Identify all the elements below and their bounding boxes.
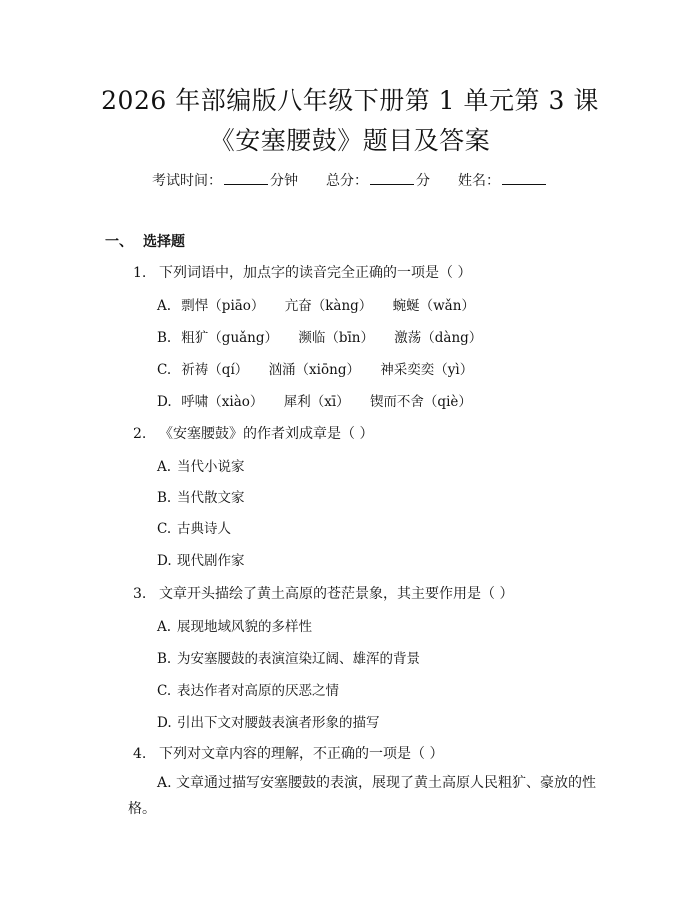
- option-key: A.: [157, 619, 172, 635]
- question-1-option-a: [157, 294, 491, 314]
- option-key: B.: [157, 490, 172, 506]
- question-2-option-a: [157, 455, 245, 475]
- question-number: 1.: [133, 265, 147, 281]
- question-1: [133, 262, 471, 282]
- question-3: [133, 583, 513, 603]
- option-word: 神采奕奕（yì）: [380, 362, 474, 378]
- option-key: D.: [157, 394, 172, 410]
- question-number: 3.: [133, 586, 147, 602]
- option-key: D.: [157, 553, 172, 569]
- option-key: B.: [157, 651, 172, 667]
- option-key: D.: [157, 715, 172, 731]
- option-text: 引出下文对腰鼓表演者形象的描写: [177, 715, 380, 731]
- option-word: 汹涌（xiōng）: [268, 362, 360, 378]
- option-text: 当代散文家: [177, 490, 245, 506]
- page-title-line1: 2026 年部编版八年级下册第 1 单元第 3 课: [101, 86, 599, 115]
- question-2-option-c: [157, 517, 231, 537]
- option-text: 现代剧作家: [177, 553, 245, 569]
- option-word: 亢奋（kàng）: [284, 298, 373, 314]
- time-blank: [224, 172, 268, 185]
- question-3-option-a: [157, 615, 312, 635]
- option-text: 展现地域风貌的多样性: [177, 619, 312, 635]
- question-number: 2.: [133, 426, 147, 442]
- question-4-option-a: [128, 770, 598, 822]
- option-word: 剽悍（piāo）: [181, 298, 265, 314]
- option-word: 呼啸（xiào）: [181, 394, 264, 410]
- score-blank: [370, 172, 414, 185]
- name-blank: [502, 172, 546, 185]
- section-number: 一、: [105, 234, 133, 250]
- question-text: 下列词语中，加点字的读音完全正确的一项是（ ）: [159, 265, 472, 281]
- option-text: 文章通过描写安塞腰鼓的表演，展现了黄土高原人民粗犷、豪放的性格。: [128, 775, 597, 817]
- score-unit: 分: [416, 173, 430, 189]
- name-label: 姓名：: [458, 173, 500, 189]
- exam-meta: [0, 170, 700, 190]
- option-word: 锲而不舍（qiè）: [369, 394, 472, 410]
- option-text: 古典诗人: [177, 521, 231, 537]
- question-2-option-d: [157, 549, 245, 569]
- option-key: C.: [157, 362, 172, 378]
- option-word: 蜿蜒（wǎn）: [392, 298, 475, 314]
- question-text: 下列对文章内容的理解，不正确的一项是（ ）: [159, 746, 444, 762]
- question-text: 文章开头描绘了黄土高原的苍茫景象，其主要作用是（ ）: [159, 586, 514, 602]
- question-3-option-c: [157, 679, 339, 699]
- option-key: C.: [157, 521, 172, 537]
- option-word: 粗犷（guǎng）: [181, 330, 279, 346]
- question-text: 《安塞腰鼓》的作者刘成章是（ ）: [159, 426, 374, 442]
- option-key: A.: [157, 459, 172, 475]
- option-key: A.: [157, 775, 172, 791]
- question-1-option-d: [157, 390, 488, 410]
- time-unit: 分钟: [270, 173, 298, 189]
- question-3-option-b: [157, 647, 420, 667]
- question-2-option-b: [157, 486, 245, 506]
- option-key: C.: [157, 683, 172, 699]
- page-title-line2: 《安塞腰鼓》题目及答案: [209, 126, 491, 155]
- option-text: 为安塞腰鼓的表演渲染辽阔、雄浑的背景: [177, 651, 420, 667]
- time-label: 考试时间：: [152, 173, 222, 189]
- section-title: 选择题: [143, 234, 185, 250]
- question-2: [133, 423, 373, 443]
- option-word: 濒临（bīn）: [298, 330, 374, 346]
- question-1-option-b: [157, 326, 498, 346]
- option-word: 激荡（dàng）: [394, 330, 483, 346]
- option-key: B.: [157, 330, 172, 346]
- question-4: [133, 743, 443, 763]
- question-3-option-d: [157, 711, 380, 731]
- option-text: 表达作者对高原的厌恶之情: [177, 683, 339, 699]
- score-label: 总分：: [326, 173, 368, 189]
- option-text: 当代小说家: [177, 459, 245, 475]
- section-heading: [105, 231, 185, 251]
- option-word: 祈祷（qí）: [181, 362, 249, 378]
- question-number: 4.: [133, 746, 147, 762]
- option-word: 犀利（xī）: [283, 394, 350, 410]
- option-key: A.: [157, 298, 172, 314]
- question-1-option-c: [157, 358, 489, 378]
